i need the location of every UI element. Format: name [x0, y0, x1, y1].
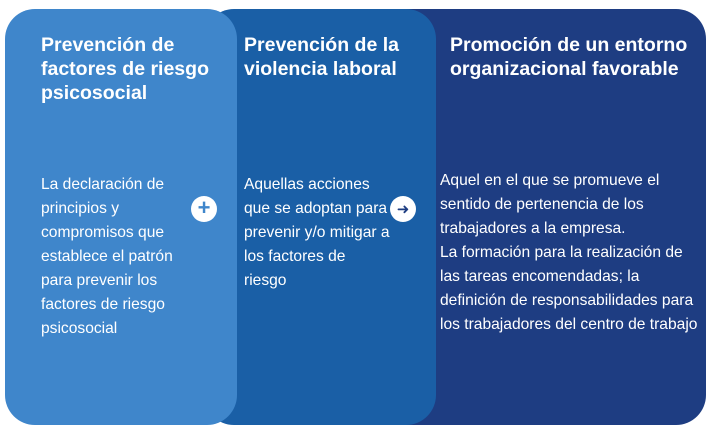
- card-title: Prevención de la violencia laboral: [244, 34, 399, 80]
- card-body-text: La declaración de principios y compromisos que establece el patrón para prevenir los factores de riesgo psicosocial: [41, 176, 173, 337]
- card-body: [41, 173, 191, 341]
- card-body: [244, 173, 392, 293]
- card-body-text: Aquel en el que se promueve el sentido de pertenencia de los trabajadores a la empresa.: [440, 172, 660, 237]
- card-title: Promoción de un entorno organizacional favorable: [450, 34, 688, 80]
- plus-glyph: +: [197, 195, 211, 220]
- plus-icon: [191, 196, 217, 222]
- card-title: Prevención de factores de riesgo psicosocial: [41, 34, 209, 104]
- arrow-right-icon: [390, 196, 416, 222]
- card-body-text: Aquellas acciones que se adoptan para prevenir y/o mitigar a los factores de riesgo: [244, 176, 390, 289]
- card-body: [440, 169, 698, 337]
- arrow-right-glyph: ➜: [396, 200, 410, 218]
- card-body-text: La formación para la realización de las tareas encomendadas; la definición de responsabilidades para los trabajadores del centro de trabajo: [440, 244, 698, 333]
